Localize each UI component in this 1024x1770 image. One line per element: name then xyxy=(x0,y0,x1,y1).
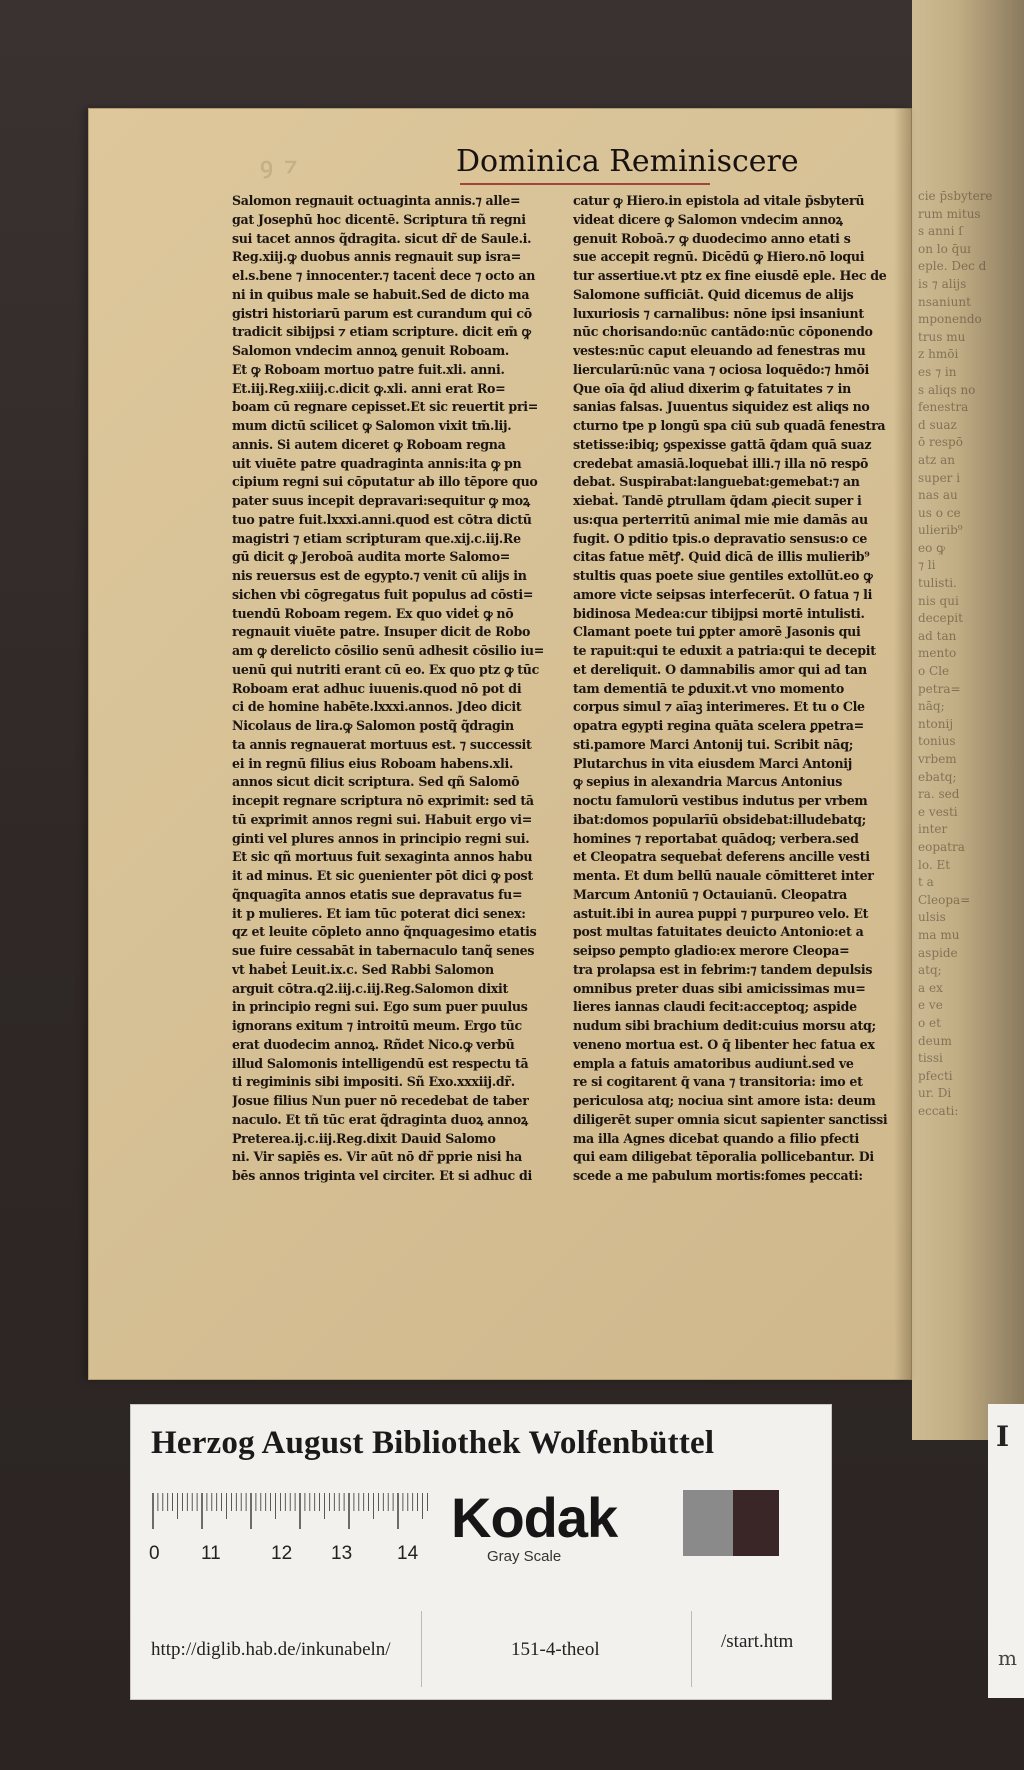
library-color-card xyxy=(130,1404,832,1700)
text-line: omnibus preter duas sibi amicissimas mu= xyxy=(573,980,866,996)
ruler-number: 11 xyxy=(201,1543,221,1564)
adjacent-color-card xyxy=(988,1404,1024,1698)
text-line: genuit Roboā.⁊ ꝙ duodecimo anno etati s xyxy=(573,230,851,246)
text-column-right xyxy=(573,192,909,1272)
adjacent-text-fragment: atq; xyxy=(918,963,942,978)
adjacent-text-fragment: mento xyxy=(918,646,957,661)
text-line: arguit cōtra.q2.iij.c.iij.Reg.Salomon dixit xyxy=(232,980,509,996)
text-line: sichen vbi cōgregatus fuit populus ad cōsti= xyxy=(232,586,534,602)
adjacent-text-fragment: inter xyxy=(918,822,948,837)
text-line: Salomone sufficiāt. Quid dicemus de alijs xyxy=(573,286,854,302)
ruler-numbers xyxy=(149,1543,449,1567)
text-line: gū dicit ꝙ Jeroboā audita morte Salomo= xyxy=(232,549,511,565)
text-line: Reg.xiij.ꝙ duobus annis regnauit sup isra= xyxy=(232,249,522,265)
adjacent-text-fragment: nas au xyxy=(918,488,958,503)
text-line: tam dementiā te ꝑduxit.vt vno momento xyxy=(573,680,844,696)
text-line: qz et leuite cōpleto anno q̃nquagesimo etatis xyxy=(232,924,537,940)
adjacent-text-fragment: ō respō xyxy=(918,435,963,450)
text-line: astuit.ibi in aurea puppi ⁊ purpureo velo. Et xyxy=(573,905,869,921)
text-line: incepit regnare scriptura nō exprimit: sed tā xyxy=(232,793,534,808)
text-line: ꝙ sepius in alexandria Marcus Antonius xyxy=(573,774,843,790)
text-line: citas fatue mētꝭ. Quid dicā de illis mulierib⁹ xyxy=(573,549,870,565)
text-line: sti.pamore Marci Antonij tui. Scribit nāq; xyxy=(573,736,854,752)
text-line: veneno mortua est. O q̄ libenter hec fatua ex xyxy=(573,1036,875,1052)
adjacent-text-fragment: atz an xyxy=(918,452,955,467)
adjacent-text-fragment: es ⁊ in xyxy=(918,364,957,379)
text-line: ta annis regnauerat mortuus est. ⁊ successit xyxy=(232,736,532,752)
text-line: credebat amasiā.loquebaṫ illi.⁊ illa nō respō xyxy=(573,455,869,471)
text-line: opatra egypti regina quāta scelera ꝑpetra= xyxy=(573,718,864,733)
text-line: et Cleopatra sequebaṫ deferens ancille vesti xyxy=(573,849,870,865)
adjacent-text-fragment: s aliqs no xyxy=(918,382,976,397)
text-line: am ꝙ derelicto cōsilio senū adhesit cōsilio iu= xyxy=(232,643,545,658)
rubric-underline xyxy=(460,183,710,185)
digital-library-url: http://diglib.hab.de/inkunabeln/ xyxy=(151,1639,391,1660)
text-line: ni in quibus male se habuit.Sed de dicto ma xyxy=(232,286,530,302)
text-line: liercularū:nūc vana ⁊ ociosa loquēdo:⁊ hmōi xyxy=(573,361,869,377)
text-line: xiebaṫ. Tandē ꝑtrullam q̄dam ꝓiecit super i xyxy=(573,493,862,508)
text-line: corpus simul ⁊ aīaꝫ interimeres. Et tu o Cle xyxy=(573,699,865,715)
adjacent-text-fragment: ntonij xyxy=(918,716,954,731)
text-line: noctu famulorū vestibus indutus per vrbem xyxy=(573,793,868,808)
adjacent-text-fragment: petra= xyxy=(918,681,961,696)
adjacent-text-fragment: aspide xyxy=(918,945,958,960)
text-line: Clamant poete tui ꝑpter amorē Jasonis qui xyxy=(573,624,861,640)
adjacent-text-fragment: ulsis xyxy=(918,910,946,925)
adjacent-text-fragment: lo. Et xyxy=(918,857,951,872)
text-line: sue accepit regnū. Dicēdū ꝙ Hiero.nō loqui xyxy=(573,249,865,265)
ruler-number: 14 xyxy=(397,1543,419,1564)
text-line: sui tacet annos q̃dragita. sicut dr̃ de Saule.i. xyxy=(232,230,532,246)
library-name: Herzog August Bibliothek Wolfenbüttel xyxy=(151,1425,715,1461)
adjacent-text-fragment: a ex xyxy=(918,980,943,995)
text-line: Plutarchus in vita eiusdem Marci Antonij xyxy=(573,755,853,771)
adjacent-text-fragment: eple. Dec d xyxy=(918,259,987,274)
adjacent-text-fragment: eopatra xyxy=(918,839,965,854)
text-line: debat. Suspirabat:languebat:gemebat:⁊ an xyxy=(573,474,860,490)
text-line: magistri ⁊ etiam scripturam que.xij.c.iij.Re xyxy=(232,530,521,546)
text-line: annis. Si autem diceret ꝙ Roboam regna xyxy=(232,436,506,452)
text-line: tra prolapsa est in febrim:⁊ tandem depulsis xyxy=(573,961,873,977)
ruler-number: 0 xyxy=(149,1543,160,1564)
text-line: cturno tpe p longū spa ciū sub quadā fenestra xyxy=(573,418,886,433)
text-line: illud Salomonis intelligendū est respectu tā xyxy=(232,1055,529,1071)
text-line: Josue filius Nun puer nō recedebat de taber xyxy=(232,1093,529,1108)
adjacent-text-fragment: is ⁊ alijs xyxy=(918,276,967,291)
text-line: te rapuit:qui te eduxit a patria:qui te decepit xyxy=(573,643,876,658)
text-line: ni. Vir sapiēs es. Vir aūt nō dr̃ pprie nisi ha xyxy=(232,1149,523,1165)
adjacent-text-fragment: decepit xyxy=(918,611,963,626)
text-line: sanias falsas. Juuentus siquidez est aliqs no xyxy=(573,399,870,415)
text-line: Nicolaus de lira.ꝙ Salomon postq̃ q̃dragin xyxy=(232,718,514,733)
start-page-path: /start.htm xyxy=(721,1631,794,1652)
text-line: mum dictū scilicet ꝙ Salomon vixit tm̄.lij. xyxy=(232,418,512,433)
adjacent-text-fragment: ma mu xyxy=(918,927,960,942)
adjacent-text-fragment: tonius xyxy=(918,734,956,749)
adjacent-text-fragment: ad tan xyxy=(918,628,957,643)
text-line: Salomon vndecim annoꝝ genuit Roboam. xyxy=(232,343,509,358)
text-line: tuendū Roboam regem. Ex quo videṫ ꝙ nō xyxy=(232,605,514,621)
text-line: ei in regnū filius eius Roboam habens.xli. xyxy=(232,755,514,771)
text-line: bēs annos triginta vel circiter. Et si adhuc di xyxy=(232,1168,532,1183)
adjacent-text-fragment: us o ce xyxy=(918,505,961,520)
adjacent-text-fragment: deum xyxy=(918,1033,952,1048)
text-line: Salomon regnauit octuaginta annis.⁊ alle= xyxy=(232,193,521,208)
text-line: Et sic qñ mortuus fuit sexaginta annos habu xyxy=(232,849,533,865)
adjacent-text-fragment: super i xyxy=(918,470,961,485)
adjacent-text-fragment: trus mu xyxy=(918,329,966,344)
text-line: diligerēt super omnia sicut sapienter sanctissi xyxy=(573,1111,888,1127)
text-line: homines ⁊ reportabat quādoq; verbera.sed xyxy=(573,830,859,846)
adjacent-text-fragment: ulierib⁹ xyxy=(918,523,963,538)
text-line: ci de homine habēte.lxxxi.annos. Jdeo dicit xyxy=(232,699,522,715)
adjacent-text-fragment: vrbem xyxy=(918,752,957,766)
text-line: pater suus incepit depravari:sequitur ꝙ moꝝ xyxy=(232,493,530,508)
text-line: re si cogitarent q̄ vana ⁊ transitoria: imo et xyxy=(573,1074,863,1090)
kodak-logo: Kodak xyxy=(451,1486,618,1549)
text-line: luxuriosis ⁊ carnalibus: nōne ipsi insaniunt xyxy=(573,305,864,321)
adjacent-text-fragment: t a xyxy=(918,875,934,890)
adjacent-text-fragment: d suaz xyxy=(918,417,957,432)
text-line: boam cū regnare cepisset.Et sic reuertit pri= xyxy=(232,399,539,415)
text-line: tuo patre fuit.lxxxi.anni.quod est cōtra dictū xyxy=(232,511,532,527)
adjacent-card-letter: I xyxy=(996,1420,1010,1453)
adjacent-text-fragment: ebatq; xyxy=(918,769,957,784)
adjacent-text-fragment: fenestra xyxy=(918,400,969,415)
adjacent-text-fragment: on lo q̄uɪ xyxy=(918,241,971,256)
text-line: bidinosa Medea:cur tibijpsi mortē intulisti. xyxy=(573,605,865,621)
text-line: qui eam diligebat tēporalia pollicebantur. Di xyxy=(573,1149,874,1165)
adjacent-text-fragment: z hmōi xyxy=(918,347,959,362)
text-line: nūc chorisando:nūc cantādo:nūc cōponendo xyxy=(573,324,873,340)
adjacent-text-fragment: ur. Di xyxy=(918,1086,952,1101)
text-line: Que oīa q̄d aliud dixerim ꝙ fatuitates ⁊ in xyxy=(573,380,851,396)
text-line: amore victe seipsas interfecerūt. O fatua ⁊ li xyxy=(573,586,873,602)
ruler-number: 12 xyxy=(271,1543,293,1564)
text-line: gat Josephū hoc dicentē. Scriptura tñ regni xyxy=(232,211,526,227)
adjacent-page-edge xyxy=(912,0,1024,1440)
text-line: stetisse:ibiq; ꝯspexisse gattā q̄dam quā suaz xyxy=(573,436,872,452)
text-line: annos sicut dicit scriptura. Sed qñ Salomō xyxy=(232,774,520,790)
text-line: ginti vel plures annos in principio regni sui. xyxy=(232,830,530,846)
adjacent-page-text xyxy=(918,188,1018,1120)
text-line: Et.iij.Reg.xiiij.c.dicit ꝙ.xli. anni erat Ro= xyxy=(232,380,506,396)
text-line: post multas fatuitates deuicto Antonio:et a xyxy=(573,924,864,940)
text-line: it ad minus. Et sic ꝯuenienter pōt dici ꝙ post xyxy=(232,868,533,883)
adjacent-text-fragment: e vesti xyxy=(918,804,958,819)
text-line: vt habeṫ Leuit.ix.c. Sed Rabbi Salomon xyxy=(232,961,494,977)
adjacent-text-fragment: nis qui xyxy=(918,593,959,608)
text-line: gistri historiarū parum est curandum qui cō xyxy=(232,305,532,321)
text-line: Preterea.ij.c.iij.Reg.dixit Dauid Salomo xyxy=(232,1130,496,1146)
adjacent-text-fragment: tissi xyxy=(918,1051,943,1066)
text-line: et dereliquit. O damnabilis amor qui ad tan xyxy=(573,661,867,677)
divider xyxy=(691,1611,692,1687)
text-line: in principio regni sui. Ego sum puer puulus xyxy=(232,999,528,1015)
text-line: tur assertiue.vt ptz ex fine eiusdē eple. Hec de xyxy=(573,268,887,283)
text-line: seipso ꝑempto gladio:ex merore Cleopa= xyxy=(573,943,850,958)
text-line: el.s.bene ⁊ innocenter.⁊ tacenṫ dece ⁊ octo an xyxy=(232,268,536,283)
adjacent-card-letter: m xyxy=(998,1646,1017,1670)
adjacent-text-fragment: cie p̄sbytere xyxy=(918,189,993,203)
adjacent-text-fragment: mponendo xyxy=(918,312,982,327)
text-line: it p mulieres. Et iam tūc poterat dici senex: xyxy=(232,905,526,921)
text-line: catur ꝙ Hiero.in epistola ad vitale p̄sbyterū xyxy=(573,193,865,208)
text-line: scede a me pabulum mortis:fomes peccati: xyxy=(573,1168,863,1183)
ruler-scale xyxy=(149,1493,431,1533)
text-line: lieres iannas claudi fecit:acceptoq; aspide xyxy=(573,999,857,1015)
adjacent-text-fragment: nāq; xyxy=(918,699,945,714)
text-line: ibat:domos popularīū obsidebat:illudebatq; xyxy=(573,811,866,827)
adjacent-text-fragment: rum mitus xyxy=(918,206,981,221)
text-line: nis reuersus est de egypto.⁊ venit cū alijs in xyxy=(232,568,527,583)
adjacent-text-fragment: eo ꝙ xyxy=(918,540,946,555)
text-line: naculo. Et tñ tūc erat q̃draginta duoꝝ annoꝝ xyxy=(232,1111,528,1127)
text-line: us:qua perterritū animal mie mie damās au xyxy=(573,511,868,527)
text-line: Marcum Antoniū ⁊ Octauianū. Cleopatra xyxy=(573,886,848,902)
text-line: uenū qui nutriti erant cū eo. Ex quo ptz ꝙ tūc xyxy=(232,661,539,677)
text-line: cipium regni sui cōputatur ab illo tēpore quo xyxy=(232,474,538,490)
text-line: regnauit viuēte patre. Insuper dicit de Robo xyxy=(232,624,531,640)
shelfmark: 151-4-theol xyxy=(511,1639,600,1660)
divider xyxy=(421,1611,422,1687)
adjacent-text-fragment: ra. sed xyxy=(918,787,960,802)
adjacent-text-fragment: nsaniunt xyxy=(918,294,971,309)
text-line: nudum sibi brachium dedit:cuius morsu atq; xyxy=(573,1018,876,1033)
text-line: tradicit sibijpsi ⁊ etiam scripture. dicit em̄ ꝙ xyxy=(232,324,531,340)
gray-scale-label: Gray Scale xyxy=(487,1548,562,1565)
text-line: fugit. O pditio tpis.o depravatio sensus:o ce xyxy=(573,530,868,546)
ruler-number: 13 xyxy=(331,1543,353,1564)
adjacent-text-fragment: o et xyxy=(918,1015,941,1030)
text-line: sue fuire cessabāt in tabernaculo tanq̃ senes xyxy=(232,943,535,958)
text-line: ignorans exitum ⁊ introitū meum. Ergo tūc xyxy=(232,1018,522,1033)
adjacent-text-fragment: s anni ſ xyxy=(918,224,963,239)
text-line: erat duodecim annoꝝ. Rñdet Nico.ꝙ verbū xyxy=(232,1036,515,1052)
text-line: ti regiminis sibi impositi. Sñ Exo.xxxiij.dr̃. xyxy=(232,1074,515,1090)
text-line: q̃nquagīta annos etatis sue depravatus fu= xyxy=(232,886,523,902)
running-title: Dominica Reminiscere xyxy=(456,144,799,179)
text-line: empla a fatuis amatoribus audiunṫ.sed ve xyxy=(573,1055,854,1071)
text-line: ma illa Agnes dicebat quando a filio pfecti xyxy=(573,1130,859,1146)
adjacent-text-fragment: tulisti. xyxy=(918,576,957,591)
adjacent-text-fragment: e ve xyxy=(918,998,943,1013)
adjacent-text-fragment: Cleopa= xyxy=(918,892,971,907)
adjacent-text-fragment: o Cle xyxy=(918,664,950,679)
text-line: menta. Et dum bellū nauale cōmitteret inter xyxy=(573,868,874,883)
adjacent-text-fragment: pfecti xyxy=(918,1068,953,1083)
text-line: periculosa atq; nociua sint amore ista: deum xyxy=(573,1093,876,1108)
adjacent-text-fragment: ⁊ li xyxy=(918,558,936,573)
text-line: videat dicere ꝙ Salomon vndecim annoꝝ xyxy=(573,211,843,227)
gray-swatch-dark xyxy=(733,1490,779,1556)
text-line: vestes:nūc caput eleuando ad fenestras mu xyxy=(573,343,866,358)
text-column-left xyxy=(232,192,568,1272)
gray-swatch-mid xyxy=(683,1490,733,1556)
text-line: stultis quas poete siue gentiles extollūt.eo ꝙ xyxy=(573,568,873,583)
text-line: tū exprimit annos regni sui. Habuit ergo vi= xyxy=(232,811,533,827)
text-line: uit viuēte patre quadraginta annis:ita ꝙ pn xyxy=(232,455,522,471)
text-line: Et ꝙ Roboam mortuo patre fuit.xli. anni. xyxy=(232,361,505,377)
text-line: Roboam erat adhuc iuuenis.quod nō pot di xyxy=(232,680,522,696)
adjacent-text-fragment: eccati: xyxy=(918,1103,959,1118)
bleed-through-mark: ꝯ ⁊ xyxy=(260,153,300,179)
